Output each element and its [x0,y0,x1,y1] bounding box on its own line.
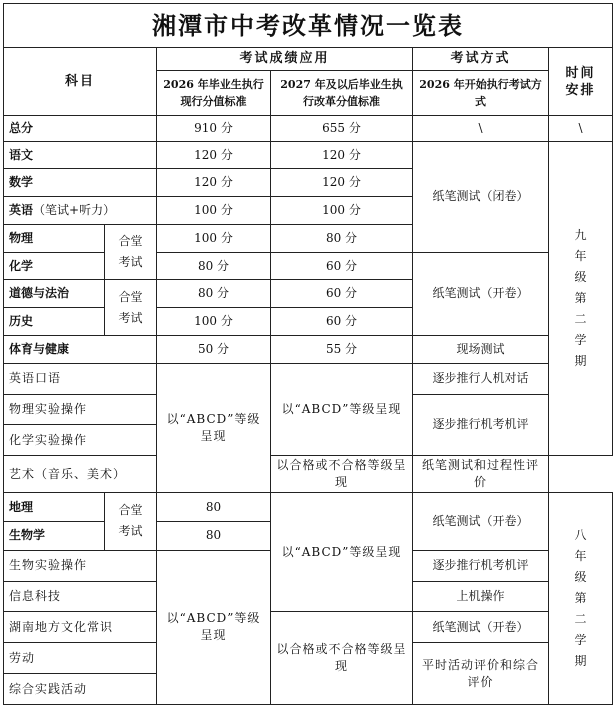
geo-bio-method: 纸笔测试（开卷） [413,493,549,551]
pe-2026: 50 分 [157,335,271,363]
total-2027: 655 分 [271,116,413,142]
bio-lab-method: 逐步推行机考机评 [413,550,549,581]
row-physics-label: 物理 [4,224,105,252]
physics-2026: 100 分 [157,224,271,252]
abcd-2027-a: 以“ABCD”等级呈现 [271,363,413,455]
geography-2026: 80 [157,493,271,522]
english-oral-method: 逐步推行人机对话 [413,363,549,394]
pe-2027: 55 分 [271,335,413,363]
lab-method: 逐步推行机考机评 [413,394,549,456]
abcd-2027-b: 以“ABCD”等级呈现 [271,493,413,612]
morality-2026: 80 分 [157,280,271,308]
row-it-label: 信息科技 [4,581,157,612]
row-physics-lab-label: 物理实验操作 [4,394,157,425]
total-2026: 910 分 [157,116,271,142]
row-chemistry-label: 化学 [4,252,105,280]
chemistry-2026: 80 分 [157,252,271,280]
row-pe-label: 体育与健康 [4,335,157,363]
row-english-label: 英语（笔试+听力） [4,197,157,225]
hunan-method: 纸笔测试（开卷） [413,612,549,643]
math-2027: 120 分 [271,169,413,197]
header-method-group: 考试方式 [413,48,549,71]
physics-2027: 80 分 [271,224,413,252]
art-method: 纸笔测试和过程性评价 [413,456,549,493]
physics-chem-classroom: 合堂考试 [105,224,157,280]
row-history-label: 历史 [4,308,105,336]
header-score-group: 考试成绩应用 [157,48,413,71]
open-exam-method: 纸笔测试（开卷） [413,252,549,335]
table-title: 湘潭市中考改革情况一览表 [4,4,613,48]
row-practice-label: 综合实践活动 [4,674,157,705]
history-2027: 60 分 [271,308,413,336]
row-english-oral-label: 英语口语 [4,363,157,394]
header-2027: 2027 年及以后毕业生执行改革分值标准 [271,70,413,115]
reform-table [3,3,613,705]
history-2026: 100 分 [157,308,271,336]
geo-bio-classroom: 合堂考试 [105,493,157,551]
morality-history-classroom: 合堂考试 [105,280,157,336]
row-geography-label: 地理 [4,493,105,522]
abcd-2026-a: 以“ABCD”等级呈现 [157,363,271,492]
labor-method: 平时活动评价和综合评价 [413,643,549,705]
row-hunan-label: 湖南地方文化常识 [4,612,157,643]
chinese-2027: 120 分 [271,141,413,169]
chinese-2026: 120 分 [157,141,271,169]
row-bio-lab-label: 生物实验操作 [4,550,157,581]
abcd-2026-b: 以“ABCD”等级呈现 [157,550,271,704]
it-method: 上机操作 [413,581,549,612]
pass-fail-b: 以合格或不合格等级呈现 [271,612,413,705]
header-subject: 科目 [4,48,157,116]
header-2026: 2026 年毕业生执行现行分值标准 [157,70,271,115]
time-grade8: 八年级第二学期 [549,493,613,705]
header-time: 时间 安排 [549,48,613,116]
row-morality-label: 道德与法治 [4,280,105,308]
row-math-label: 数学 [4,169,157,197]
morality-2027: 60 分 [271,280,413,308]
time-grade9: 九年级第二学期 [549,141,613,455]
biology-2026: 80 [157,521,271,550]
pe-method: 现场测试 [413,335,549,363]
row-chemistry-lab-label: 化学实验操作 [4,425,157,456]
row-chinese-label: 语文 [4,141,157,169]
row-total-label: 总分 [4,116,157,142]
art-2027: 以合格或不合格等级呈现 [271,456,413,493]
row-labor-label: 劳动 [4,643,157,674]
header-method-sub: 2026 年开始执行考试方式 [413,70,549,115]
total-method: \ [413,116,549,142]
english-2027: 100 分 [271,197,413,225]
total-time: \ [549,116,613,142]
chemistry-2027: 60 分 [271,252,413,280]
closed-exam-method: 纸笔测试（闭卷） [413,141,549,252]
math-2026: 120 分 [157,169,271,197]
english-2026: 100 分 [157,197,271,225]
row-biology-label: 生物学 [4,521,105,550]
row-art-label: 艺术（音乐、美术） [4,456,157,493]
